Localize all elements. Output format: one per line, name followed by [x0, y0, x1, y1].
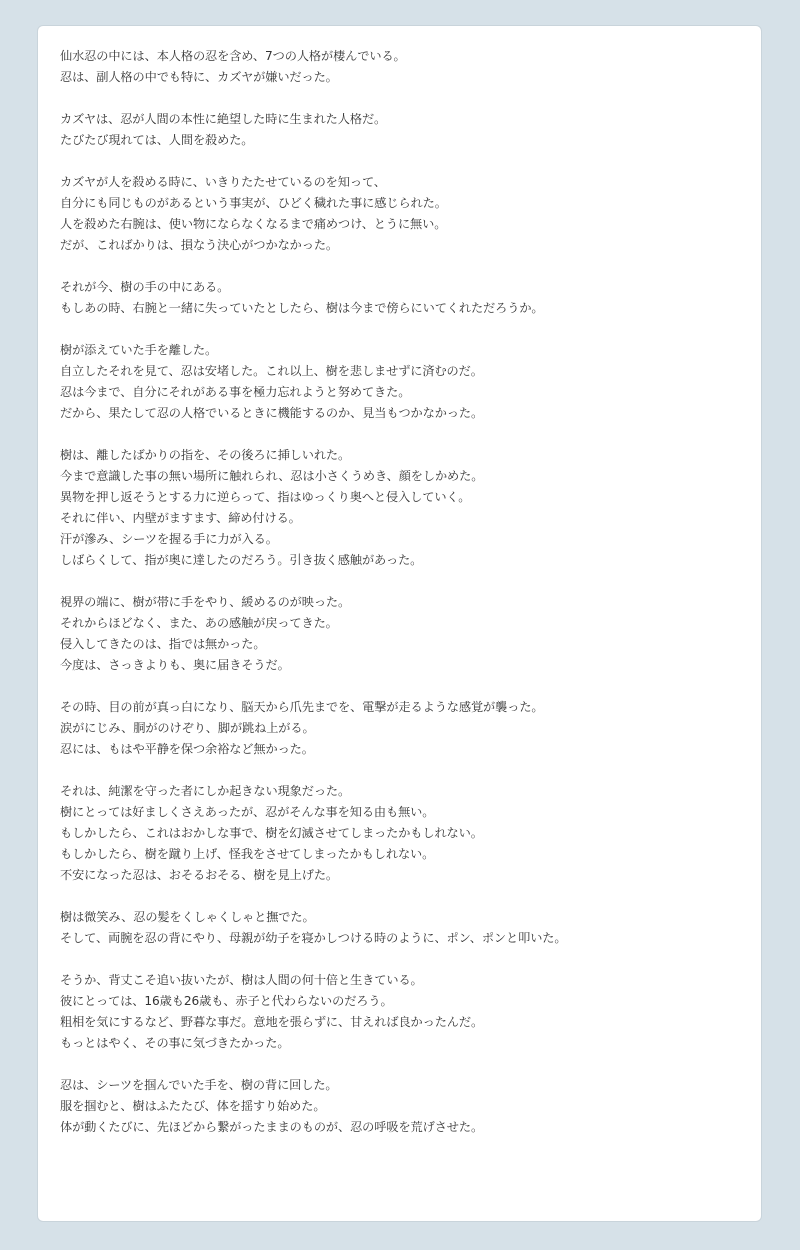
text-line: 忍には、もはや平静を保つ余裕など無かった。: [60, 742, 314, 756]
content-card: [37, 25, 762, 1222]
paragraph: [60, 340, 750, 424]
story-body: [60, 46, 750, 1159]
text-line: 仙水忍の中には、本人格の忍を含め、7つの人格が棲んでいる。: [60, 49, 406, 63]
text-line: 体が動くたびに、先ほどから繋がったままのものが、忍の呼吸を荒げさせた。: [60, 1120, 484, 1134]
text-line: 自分にも同じものがあるという事実が、ひどく穢れた事に感じられた。: [60, 196, 447, 210]
paragraph: [60, 907, 750, 949]
paragraph: [60, 697, 750, 760]
text-line: だから、果たして忍の人格でいるときに機能するのか、見当もつかなかった。: [60, 406, 484, 420]
text-line: その時、目の前が真っ白になり、脳天から爪先までを、電撃が走るような感覚が襲った。: [60, 700, 544, 714]
text-line: カズヤが人を殺める時に、いきりたたせているのを知って、: [60, 175, 386, 189]
text-line: 視界の端に、樹が帯に手をやり、緩めるのが映った。: [60, 595, 351, 609]
text-line: 涙がにじみ、胴がのけぞり、脚が跳ね上がる。: [60, 721, 315, 735]
text-line: それに伴い、内壁がますます、締め付ける。: [60, 511, 301, 525]
text-line: 人を殺めた右腕は、使い物にならなくなるまで痛めつけ、とうに無い。: [60, 217, 447, 231]
text-line: それは、純潔を守った者にしか起きない現象だった。: [60, 784, 351, 798]
text-line: 服を掴むと、樹はふたたび、体を揺すり始めた。: [60, 1099, 326, 1113]
paragraph: [60, 172, 750, 256]
text-line: 樹にとっては好ましくさえあったが、忍がそんな事を知る由も無い。: [60, 805, 435, 819]
paragraph: [60, 277, 750, 319]
text-line: だが、こればかりは、損なう決心がつかなかった。: [60, 238, 339, 252]
text-line: 侵入してきたのは、指では無かった。: [60, 637, 266, 651]
text-line: 異物を押し返そうとする力に逆らって、指はゆっくり奥へと侵入していく。: [60, 490, 471, 504]
text-line: 不安になった忍は、おそるおそる、樹を見上げた。: [60, 868, 339, 882]
text-line: そして、両腕を忍の背にやり、母親が幼子を寝かしつける時のように、ポン、ポンと叩いた。: [60, 931, 567, 945]
text-line: もしあの時、右腕と一緒に失っていたとしたら、樹は今まで傍らにいてくれただろうか。: [60, 301, 544, 315]
text-line: 忍は、シーツを掴んでいた手を、樹の背に回した。: [60, 1078, 338, 1092]
text-line: もしかしたら、樹を蹴り上げ、怪我をさせてしまったかもしれない。: [60, 847, 435, 861]
text-line: それが今、樹の手の中にある。: [60, 280, 230, 294]
text-line: 彼にとっては、16歳も26歳も、赤子と代わらないのだろう。: [60, 994, 393, 1008]
text-line: 粗相を気にするなど、野暮な事だ。意地を張らずに、甘えれば良かったんだ。: [60, 1015, 484, 1029]
text-line: 今まで意識した事の無い場所に触れられ、忍は小さくうめき、顔をしかめた。: [60, 469, 484, 483]
paragraph: [60, 592, 750, 676]
text-line: もしかしたら、これはおかしな事で、樹を幻滅させてしまったかもしれない。: [60, 826, 483, 840]
paragraph: [60, 781, 750, 886]
text-line: それからほどなく、また、あの感触が戻ってきた。: [60, 616, 338, 630]
text-line: 樹が添えていた手を離した。: [60, 343, 218, 357]
paragraph: [60, 1075, 750, 1138]
text-line: 樹は、離したばかりの指を、その後ろに挿しいれた。: [60, 448, 351, 462]
text-line: もっとはやく、その事に気づきたかった。: [60, 1036, 290, 1050]
text-line: カズヤは、忍が人間の本性に絶望した時に生まれた人格だ。: [60, 112, 387, 126]
text-line: 忍は、副人格の中でも特に、カズヤが嫌いだった。: [60, 70, 338, 84]
text-line: 汗が滲み、シーツを握る手に力が入る。: [60, 532, 278, 546]
paragraph: [60, 445, 750, 571]
text-line: しばらくして、指が奥に達したのだろう。引き抜く感触があった。: [60, 553, 423, 567]
text-line: 樹は微笑み、忍の髪をくしゃくしゃと撫でた。: [60, 910, 315, 924]
text-line: 自立したそれを見て、忍は安堵した。これ以上、樹を悲しませずに済むのだ。: [60, 364, 483, 378]
text-line: 今度は、さっきよりも、奥に届きそうだ。: [60, 658, 290, 672]
text-line: たびたび現れては、人間を殺めた。: [60, 133, 254, 147]
text-line: 忍は今まで、自分にそれがある事を極力忘れようと努めてきた。: [60, 385, 411, 399]
paragraph: [60, 109, 750, 151]
paragraph: [60, 970, 750, 1054]
paragraph: [60, 46, 750, 88]
text-line: そうか、背丈こそ追い抜いたが、樹は人間の何十倍と生きている。: [60, 973, 423, 987]
